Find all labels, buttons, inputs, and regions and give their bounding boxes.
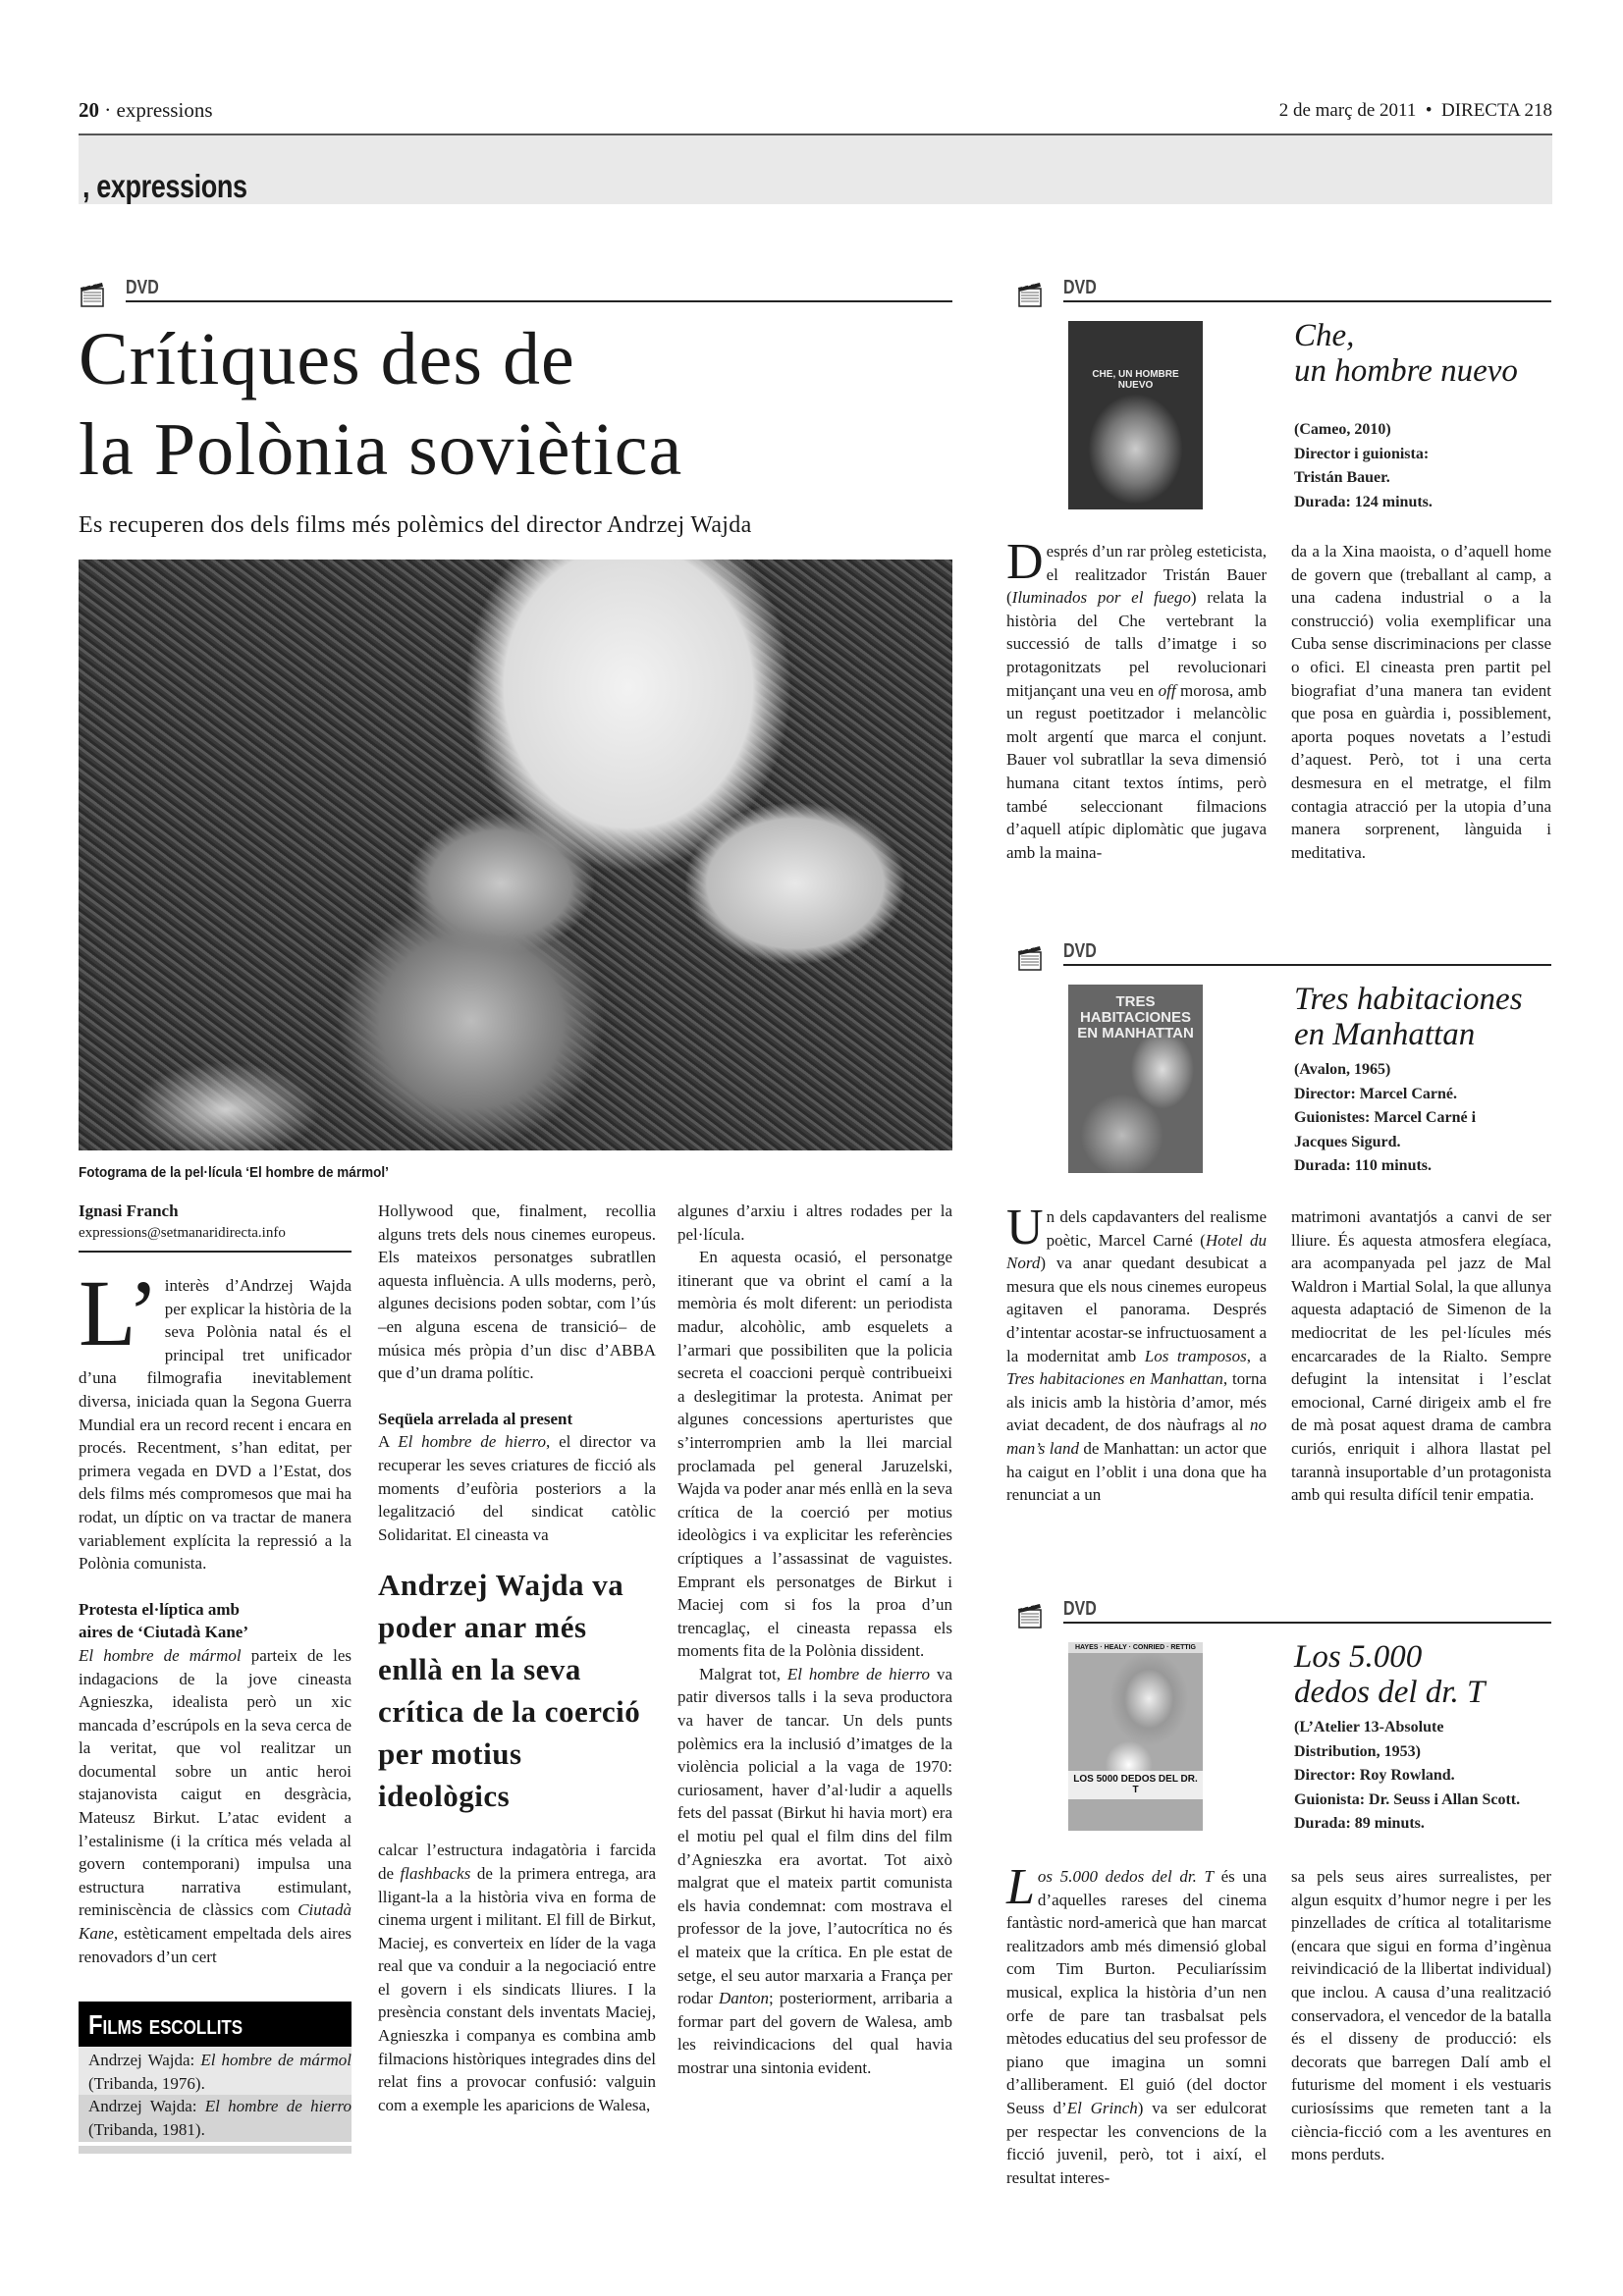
section-name: expressions <box>116 98 213 122</box>
review-column-2: sa pels seus aires surrealistes, per algun esquitx d’humor negre i per les pinzellades de crítica al totalitarisme (encara que sigui en forma d’ingènua reivindicació de la llibertat individual) que inclou. A causa d’una realització conservadora, el vencedor de la batalla és el disseny de producció: els decorats que barregen Dalí amb el futurisme del moment i els vestuaris curiosíssims que remeten tant a la ciència-ficció com a les aventures en mons perduts. <box>1291 1867 1551 2164</box>
cover-title: LOS 5000 DEDOS DEL DR. T <box>1068 1771 1203 1799</box>
italic-title: no man’s land <box>1006 1415 1267 1458</box>
headline-line-2: la Polònia soviètica <box>79 408 683 491</box>
pull-quote: Andrzej Wajda va poder anar més enllà en la seva crítica de la coerció per motius ideològics <box>378 1568 641 1814</box>
divider <box>1063 1622 1551 1624</box>
dvd-cover <box>1068 1642 1203 1831</box>
paragraph: El hombre de mármol parteix de les indagacions de la jove cineasta Agnieszka, idealista però un xic mancada d’escrúpols en la seva cerca de la veritat, que vol realitzar un documental sobre un antic heroi stajanovista caigut en desgràcia, Mateusz Birkut. L’atac evident a l’estalinisme (i la crítica més velada al govern contemporani) impulsa una estructura narrativa estimulant, reminiscència de clàssics com Ciutadà Kane, estèticament empeltada dels aires renovadors d’un cert <box>79 1645 352 1966</box>
section-label: , expressions <box>82 168 247 204</box>
article-column-1 <box>79 1200 352 2154</box>
italic-title: off <box>1158 680 1176 700</box>
cover-title: CHE, UN HOMBRE NUEVO <box>1092 369 1179 391</box>
credit-line: Guionista: Dr. Seuss i Allan Scott. <box>1294 1790 1521 1808</box>
italic-title: flashbacks <box>400 1863 471 1883</box>
photo-caption: Fotograma de la pel·lícula ‘El hombre de mármol’ <box>79 1164 389 1181</box>
italic-title: Iluminados por el fuego <box>1011 588 1191 608</box>
credit-line: Guionistes: Marcel Carné i <box>1294 1109 1477 1126</box>
credit-line: Jacques Sigurd. <box>1294 1133 1401 1150</box>
clapperboard-icon <box>1016 1600 1046 1629</box>
clapperboard-icon <box>79 279 108 308</box>
films-box-item: Andrzej Wajda: El hombre de hierro (Tribanda, 1981). <box>79 2095 352 2141</box>
clapperboard-icon <box>1016 942 1046 972</box>
separator: · <box>104 98 112 122</box>
subtitle: Es recuperen dos dels films més polèmics del director Andrzej Wajda <box>79 512 752 538</box>
dvd-label: DVD <box>1063 1598 1097 1620</box>
review-title: Tres habitaciones en Manhattan <box>1294 982 1523 1052</box>
dvd-cover <box>1068 321 1203 509</box>
divider <box>126 300 952 302</box>
review-credits <box>1294 1058 1569 1179</box>
review-column-1: Los 5.000 dedos del dr. T és una d’aquelles rareses del cinema fantàstic nord-americà que han marcat realitzadors amb més dimensió global com Tim Burton. Peculiaríssim musical, explica la història d’un nen orfe de pare tan trasbalsat pels mètodes educatius del seu professor de piano que imagina un somni d’alliberament. El guió (del doctor Seuss d’El Grinch) va ser edulcorat per respectar les convencions de la ficció juvenil, però, tot i així, el resultat interes- <box>1006 1859 1267 2187</box>
credit-line: Distribution, 1953) <box>1294 1742 1421 1760</box>
films-box-footer <box>79 2146 352 2154</box>
review-column-1: Després d’un rar pròleg esteticista, el realitzador Tristán Bauer (Iluminados por el fuego) relata la història del Che vertebrant la successió de talls d’imatge i so protagonitzats pel revolucionari mitjançant una veu en off morosa, amb un regust poetitzador i melancòlic molt argentí que marca el conjunt. Bauer vol subratllar la seva dimensió humana citant textos íntims, però també seleccionant filmacions d’aquell atípic diplomàtic que jugava amb la maina- <box>1006 534 1267 862</box>
italic-title: El hombre de hierro <box>204 2097 352 2116</box>
issue-date: 2 de març de 2011 <box>1278 100 1417 121</box>
issue-number: DIRECTA 218 <box>1440 100 1552 121</box>
dvd-cover <box>1068 985 1203 1173</box>
dvd-tag <box>1016 277 1551 306</box>
author-email[interactable]: expressions@setmanaridirecta.info <box>79 1225 286 1241</box>
italic-title: El hombre de mármol <box>200 2051 352 2070</box>
credit-line: Director i guionista: <box>1294 445 1430 462</box>
paragraph: L’ interès d’Andrzej Wajda per explicar la història de la seva Polònia natal és el principal tret unificador d’una filmografia inevitablement diversa, iniciada quan la Segona Guerra Mundial era un record recent i encara en procés. Recentment, s’han editat, per primera vegada en DVD a l’Estat, dos dels films més compromesos que mai ha rodat, un díptic on va tractar de manera variablement explícita la repressió a la Polònia comunista. <box>79 1260 352 1574</box>
italic-title: Danton <box>719 1989 770 2008</box>
headline <box>79 314 682 495</box>
films-box-title: Films escollits <box>79 2002 352 2047</box>
drop-cap: U <box>1006 1200 1044 1255</box>
author: Ignasi Franch <box>79 1201 179 1220</box>
drop-cap: L’ <box>79 1260 159 1365</box>
review-column-2: da a la Xina maoista, o d’aquell home de govern que (treballant al camp, a una cadena industrial o a la construcció) volia exemplificar una Cuba sense discriminacions per classe o ofici. El cineasta pren partit pel biografiat d’una manera tan evident que posa en guàrdia i, possiblement, aporta poques novetats a l’estudi d’aquest. Però, tot i una certa desmesura en el metratge, el film contagia atracció per la utopia d’una manera sorprenent, lànguida i meditativa. <box>1291 542 1551 862</box>
paragraph: Malgrat tot, El hombre de hierro va patir diversos talls i la seva productora va haver de tancar. Un dels punts polèmics era la inclusió d’imatges de la violència policial a la vaga de 1970: curiosament, haver d’al·ludir a aquells fets del passat (Birkut hi havia mort) era el motiu pel qual el film dins del film d’Agnieszka era avortat. Tot això malgrat que el mateix partit comunista els havia condemnat: com mostrava el professor de la jove, l’autocrítica no és el mateix que la crítica. En ple estat de setge, el seu autor marxaria a França per rodar Danton; posteriorment, arribaria a formar part del govern de Walesa, amb les reivindicacions del qual havia mostrar una sintonia evident. <box>677 1664 952 2077</box>
dvd-tag <box>1016 940 1551 970</box>
drop-cap: L <box>1006 1859 1035 1915</box>
paragraph: Hollywood que, finalment, recollia alguns trets dels nous cinemes europeus. Els mateixos personatges subratllen aquesta influència. A ulls moderns, però, algunes decisions poden sobtar, com l’ús –en alguna escena de transició– de música més pròpia d’un disc d’ABBA que d’un drama polític. <box>378 1201 656 1383</box>
cover-credits: HAYES · HEALY · CONRIED · RETTIG <box>1068 1642 1203 1653</box>
italic-title: El Grinch <box>1066 2098 1138 2117</box>
dvd-tag <box>1016 1598 1551 1628</box>
credit-line: Director: Marcel Carné. <box>1294 1085 1457 1102</box>
dvd-label: DVD <box>1063 940 1097 962</box>
italic-title: El hombre de hierro <box>398 1432 547 1452</box>
review-title: Che, un hombre nuevo <box>1294 318 1518 389</box>
bullet: • <box>1425 100 1433 121</box>
running-header-left <box>79 98 213 123</box>
film-still-photo <box>79 560 952 1150</box>
credit-line: Durada: 124 minuts. <box>1294 493 1433 510</box>
italic-title: Ciutadà Kane <box>79 1900 352 1944</box>
italic-title: Hotel du Nord <box>1006 1230 1267 1273</box>
credit-line: Director: Roy Rowland. <box>1294 1767 1455 1784</box>
clapperboard-icon <box>1016 279 1046 308</box>
italic-title: El hombre de mármol <box>79 1645 242 1665</box>
paragraph: algunes d’arxiu i altres rodades per la pel·lícula. <box>677 1201 952 1244</box>
review-credits <box>1294 418 1569 514</box>
review-title: Los 5.000 dedos del dr. T <box>1294 1639 1486 1710</box>
subheading: Seqüela arrelada al present <box>378 1409 573 1428</box>
credit-line: Durada: 89 minuts. <box>1294 1815 1425 1832</box>
byline-rule <box>79 1251 352 1253</box>
paragraph: calcar l’estructura indagatòria i farcida de flashbacks de la primera entrega, ara lligant-la a la història viva en forma de cinema urgent i militant. El fill de Birkut, Maciej, es converteix en líder de la vaga real que va conduir a la negociació entre el govern i els sindicats lliures. I la presència constant dels inventats Maciej, Agnieszka i companya es combina amb filmacions històriques integrades dins del relat fins a provocar confusió: valguin com a exemple les aparicions de Walesa, <box>378 1841 656 2114</box>
dvd-label: DVD <box>126 277 159 298</box>
credit-line: (Avalon, 1965) <box>1294 1061 1391 1078</box>
section-band <box>79 135 1552 204</box>
credit-line: Tristán Bauer. <box>1294 469 1390 486</box>
dvd-label: DVD <box>1063 277 1097 298</box>
review-column-1: Un dels capdavanters del realisme poètic, Marcel Carné (Hotel du Nord) va anar quedant desubicat a mesura que els nous cinemes europeus agitaven el panorama. Després d’intentar acostar-se infructuosament a la modernitat amb Los tramposos, a Tres habitaciones en Manhattan, torna als inicis amb la història d’amor, més aviat decadent, de dos nàufrags al no man’s land de Manhattan: un actor que ha caigut en l’oblit i una dona que ha renunciat a un <box>1006 1200 1268 1505</box>
running-header-right <box>1279 100 1552 122</box>
article-column-3 <box>677 1200 952 2080</box>
paragraph: En aquesta ocasió, el personatge itinerant que va obrint el camí a la memòria és molt diferent: un periodista madur, alcohòlic, amb esquelets a l’armari que possibiliten que la policia secreta el coaccioni perquè contribueixi a deslegitimar la protesta. Animat per algunes concessions aperturistes que s’interromprien amb la llei marcial proclamada pel general Jaruzelski, Wajda va poder anar més enllà en la seva crítica de la coerció per motius ideològics i va explicitar les referències críptiques a l’assassinat de vaguistes. Emprant els personatges de Birkut i Maciej com si fos la proa d’un trencaglaç, el cineasta repassa els moments fita de la Polònia dissident. <box>677 1248 952 1661</box>
cover-title: TRES HABITACIONES EN MANHATTAN <box>1077 993 1194 1041</box>
paragraph: A El hombre de hierro, el director va recuperar les seves criatures de ficció als moments d’eufòria posteriors a la legalització del sindicat catòlic Solidaritat. El cineasta va <box>378 1432 656 1544</box>
dvd-tag <box>79 277 952 306</box>
review-credits <box>1294 1716 1569 1837</box>
italic-title: El hombre de hierro <box>786 1664 931 1683</box>
page-number: 20 <box>79 98 99 122</box>
review-column-2: matrimoni avantatjós a canvi de ser lliure. És aquesta atmosfera elegíaca, ara acompanyada pel jazz de Mal Waldron i Martial Solal, la que allunya aquesta adaptació de Simenon de la mediocritat de les pel·lícules més encarcarades de la Rialto. Sempre defugint la intensitat i l’esclat emocional, Carné dirigeix amb el fre de mà posat aquest drama de cambra curiós, enriquit i alhora llastat pel tarannà insuportable d’un protagonista amb qui resulta difícil tenir empatia. <box>1291 1207 1551 1505</box>
divider <box>1063 300 1551 302</box>
italic-title: Los tramposos <box>1144 1346 1247 1365</box>
divider <box>1063 964 1551 966</box>
credit-line: (Cameo, 2010) <box>1294 421 1391 438</box>
films-box-item: Andrzej Wajda: El hombre de mármol (Tribanda, 1976). <box>79 2047 352 2095</box>
drop-cap: D <box>1006 534 1044 590</box>
article-column-2 <box>378 1200 656 2116</box>
headline-line-1: Crítiques des de <box>79 318 575 400</box>
subheading: Protesta el·líptica amb aires de ‘Ciutadà Kane’ <box>79 1599 248 1642</box>
credit-line: Durada: 110 minuts. <box>1294 1157 1433 1174</box>
italic-title: Tres habitaciones en Manhattan <box>1006 1369 1223 1389</box>
italic-title: os 5.000 dedos del dr. T <box>1037 1867 1214 1886</box>
credit-line: (L’Atelier 13-Absolute <box>1294 1719 1444 1735</box>
